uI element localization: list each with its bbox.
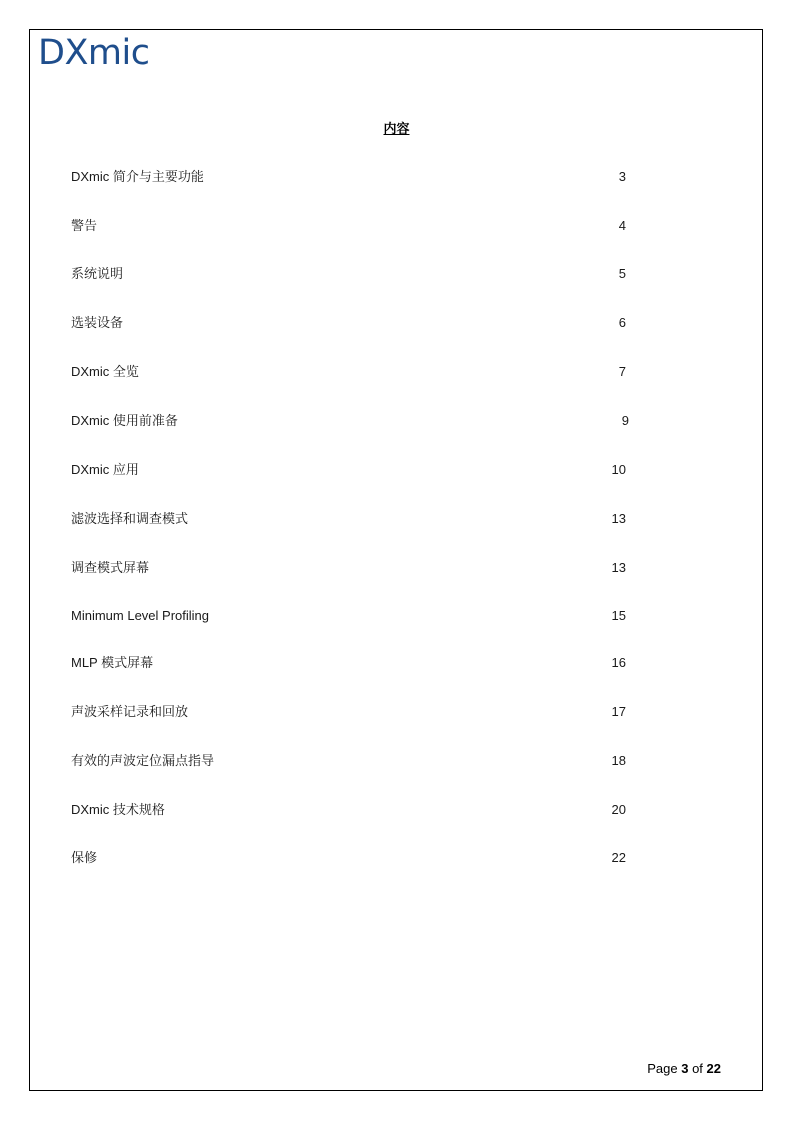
- toc-title: 内容: [383, 121, 410, 136]
- toc-entry-page-number: 10: [611, 462, 626, 477]
- toc-entry-page-number: 17: [611, 704, 626, 719]
- brand-logo: DXmic: [38, 33, 150, 73]
- toc-entry[interactable]: [71, 217, 626, 235]
- toc-entry[interactable]: [71, 412, 629, 430]
- toc-entry-label: DXmic 应用: [71, 462, 139, 477]
- toc-entry[interactable]: [71, 363, 626, 381]
- toc-entry-page-number: 15: [611, 608, 626, 623]
- toc-entry-page-number: 13: [611, 560, 626, 575]
- toc-entry-label: DXmic 使用前准备: [71, 413, 178, 428]
- toc-entry-label: Minimum Level Profiling: [71, 608, 209, 623]
- toc-entry-label: 保修: [71, 850, 98, 865]
- toc-entry-label: DXmic 技术规格: [71, 802, 165, 817]
- toc-entry-page-number: 16: [611, 655, 626, 670]
- toc-entry-page-number: 20: [611, 802, 626, 817]
- toc-entry[interactable]: [71, 801, 626, 819]
- toc-entry[interactable]: [71, 314, 626, 332]
- footer-current-page: 3: [681, 1061, 689, 1076]
- toc-entry-label: 声波采样记录和回放: [71, 704, 189, 719]
- toc-entry-label: 有效的声波定位漏点指导: [71, 753, 215, 768]
- toc-entry-page-number: 6: [618, 315, 626, 330]
- toc-entry[interactable]: [71, 168, 626, 186]
- page-footer: [647, 1061, 721, 1076]
- toc-entry[interactable]: [71, 849, 626, 867]
- toc-entry[interactable]: [71, 607, 626, 625]
- toc-entry-page-number: 3: [618, 169, 626, 184]
- footer-of-text: of: [692, 1061, 703, 1076]
- toc-entry[interactable]: [71, 703, 626, 721]
- toc-entry-page-number: 22: [611, 850, 626, 865]
- toc-entry-page-number: 4: [618, 218, 626, 233]
- toc-entry-page-number: 5: [618, 266, 626, 281]
- toc-entry-page-number: 18: [611, 753, 626, 768]
- toc-entry-label: MLP 模式屏幕: [71, 655, 154, 670]
- toc-entry-page-number: 9: [621, 413, 629, 428]
- toc-entry[interactable]: [71, 510, 626, 528]
- toc-entry[interactable]: [71, 752, 626, 770]
- toc-entry-page-number: 7: [618, 364, 626, 379]
- toc-entry[interactable]: [71, 265, 626, 283]
- toc-entry-label: DXmic 简介与主要功能: [71, 169, 204, 184]
- toc-entry-label: 系统说明: [71, 266, 124, 281]
- toc-entry-label: 调查模式屏幕: [71, 560, 150, 575]
- toc-entry-label: 滤波选择和调查模式: [71, 511, 189, 526]
- toc-entry-label: 警告: [71, 218, 98, 233]
- toc-entry-label: DXmic 全览: [71, 364, 139, 379]
- footer-total-pages: 22: [706, 1061, 721, 1076]
- toc-entry[interactable]: [71, 654, 626, 672]
- toc-entry[interactable]: [71, 559, 626, 577]
- footer-page-prefix: Page: [647, 1061, 678, 1076]
- toc-entry-label: 选装设备: [71, 315, 124, 330]
- toc-entry-page-number: 13: [611, 511, 626, 526]
- toc-entry[interactable]: [71, 461, 626, 479]
